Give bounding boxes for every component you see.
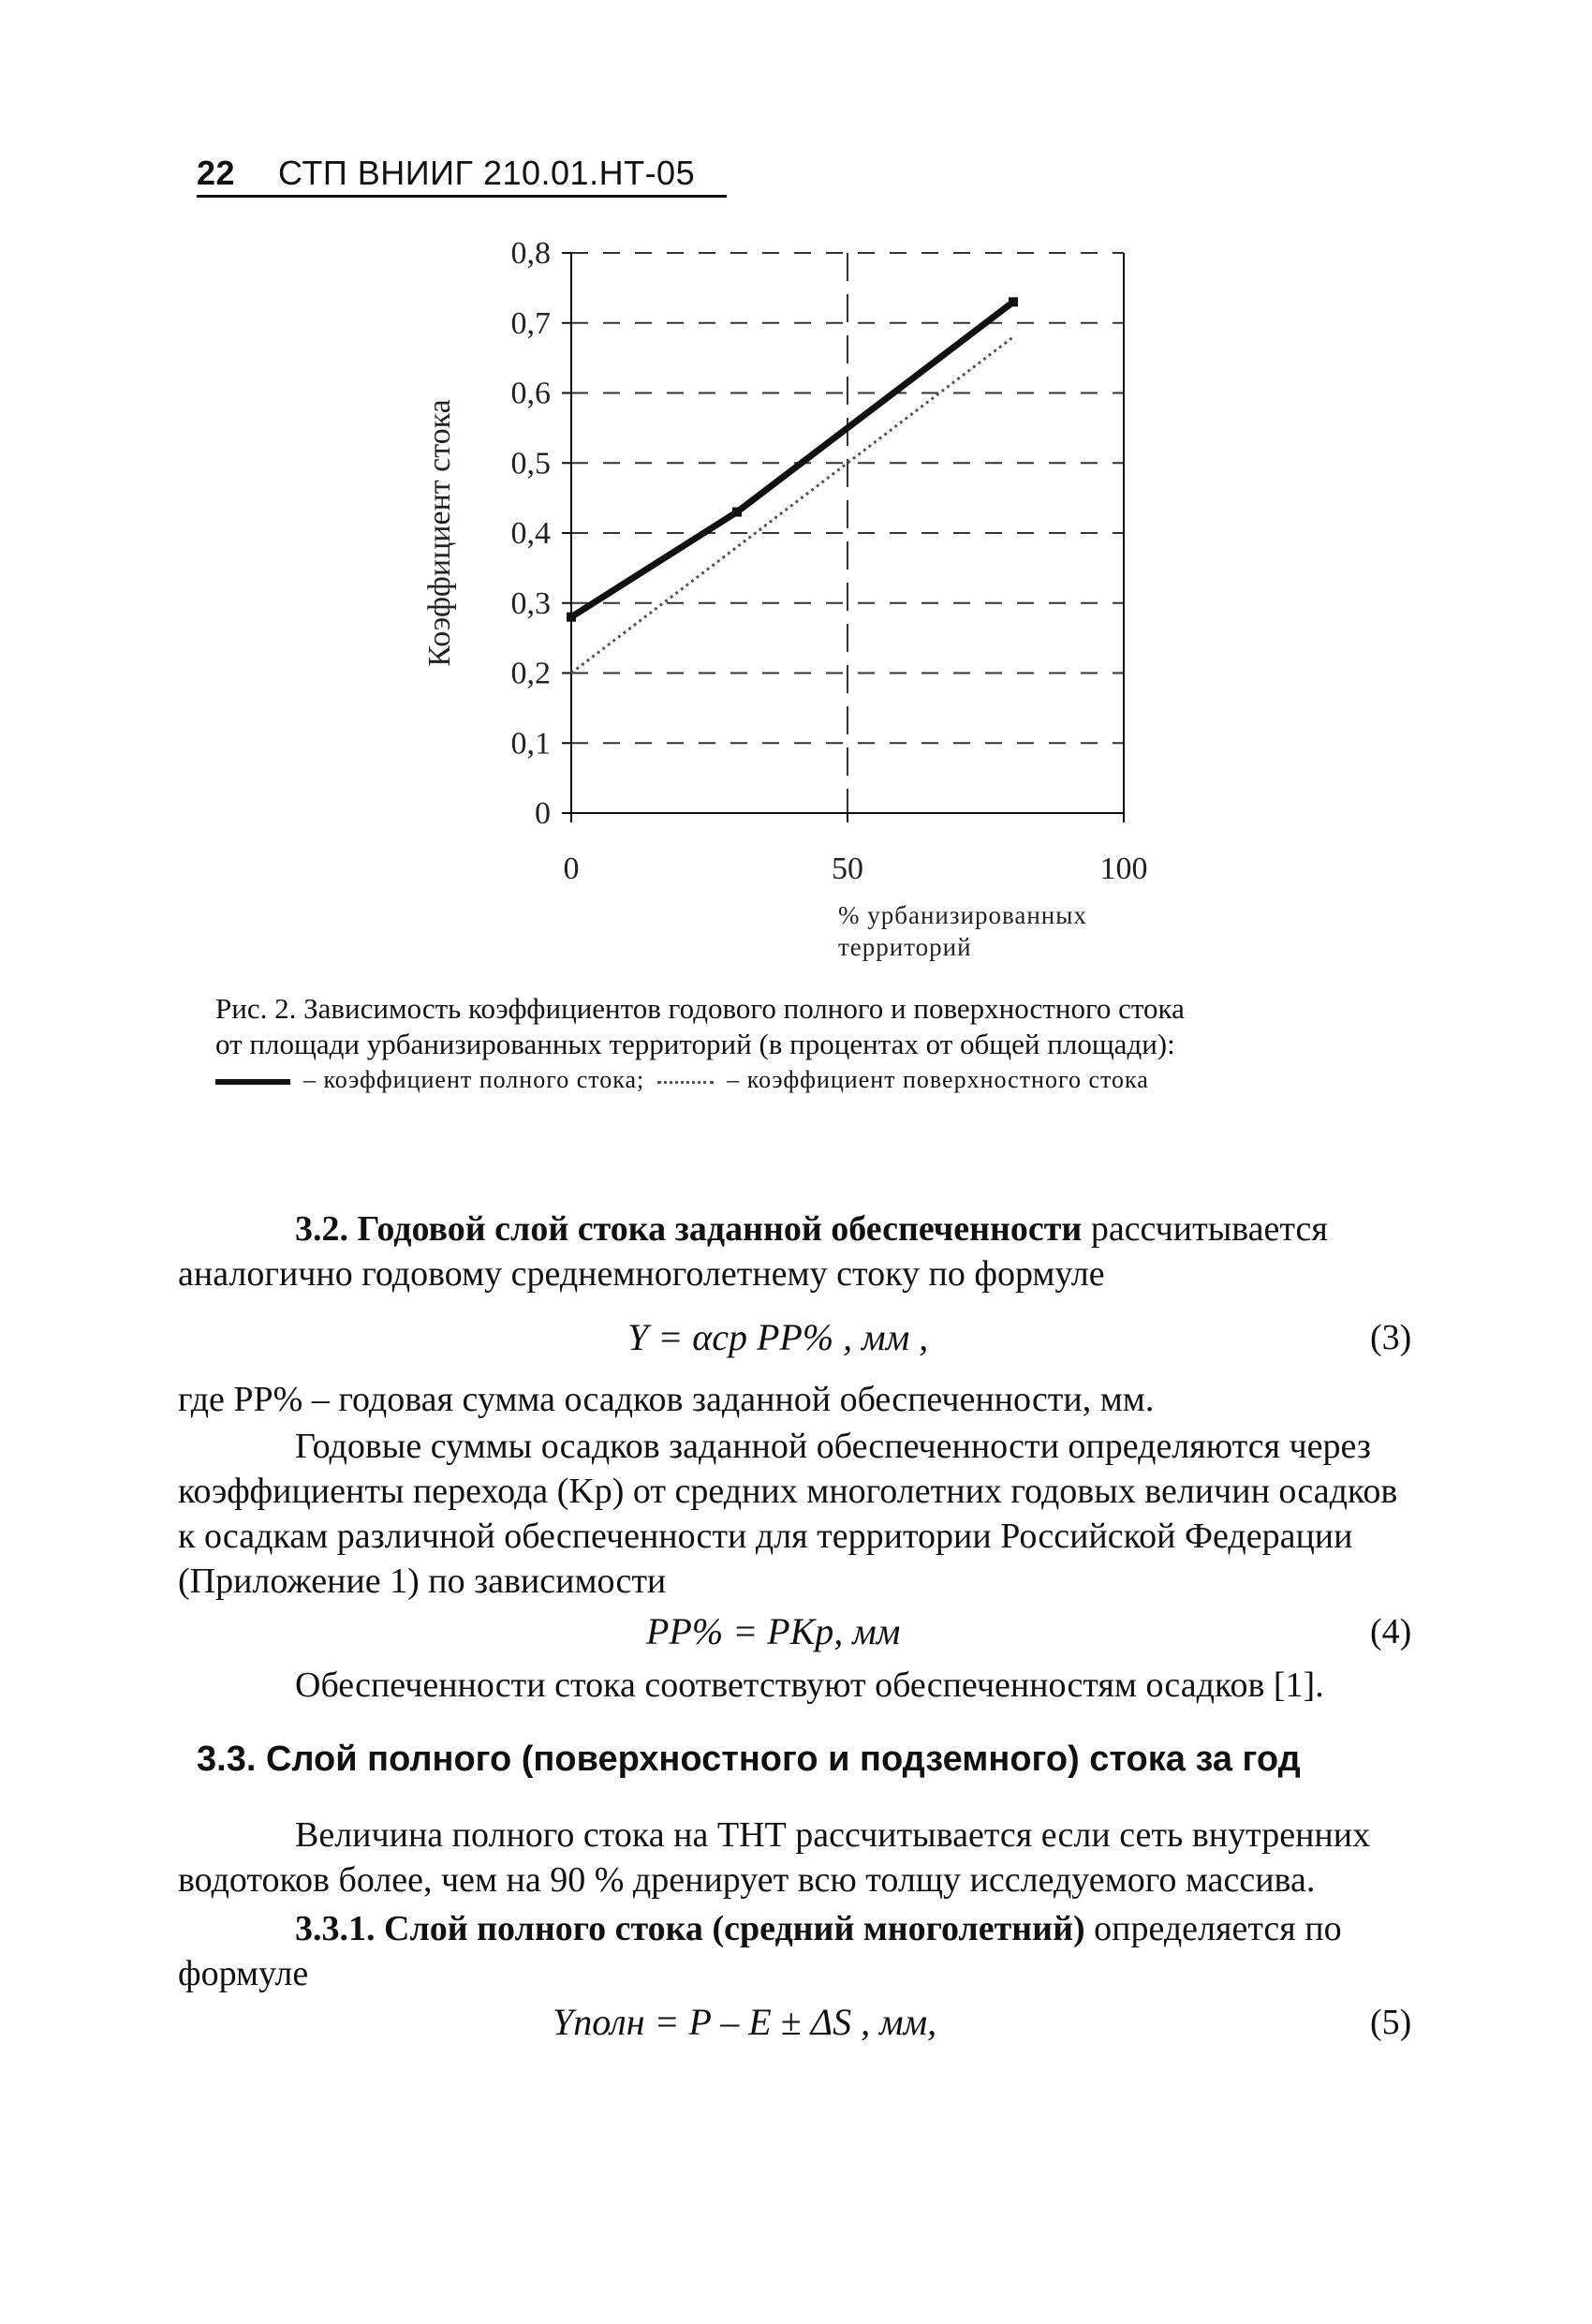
- x-axis-label-line2: территорий: [838, 933, 972, 961]
- figure-caption: [215, 991, 1377, 1098]
- runoff-coefficient-chart: [412, 215, 1180, 965]
- paragraph-tnt: Величина полного стока на ТНТ рассчитывается если сеть внутренних водотоков более, чем на 90 % дренирует всю толщу исследуемого массива.: [178, 1815, 1371, 1900]
- x-tick-label: 0: [563, 851, 580, 886]
- legend-total-runoff: – коэффициент полного стока;: [303, 1066, 645, 1093]
- y-tick-label: 0: [535, 796, 551, 831]
- series-total-runoff-point: [732, 508, 742, 517]
- series-surface-runoff-line: [571, 337, 1013, 674]
- formula-3: Y = αср PP% , мм ,: [627, 1316, 929, 1358]
- chart-series: [567, 297, 1018, 673]
- series-total-runoff-point: [567, 613, 576, 622]
- legend-dotted-line-icon: [657, 1081, 714, 1084]
- paragraph-transition-coefficients: Годовые суммы осадков заданной обеспеченности определяются через коэффициенты перехода (Kр) от средних многолетних годовых величин осадков к осадкам различной обеспеченности для территории Российской Федерации (Приложение 1) по зависимости: [178, 1427, 1398, 1601]
- paragraph-runoff-probability: Обеспеченности стока соответствуют обеспеченностям осадков [1].: [295, 1665, 1324, 1705]
- where-3: где PP% – годовая сумма осадков заданной обеспеченности, мм.: [178, 1380, 1155, 1419]
- caption-line-2: от площади урбанизированных территорий (в процентах от общей площади):: [215, 1028, 1175, 1060]
- section-3-3-1: [178, 1906, 1419, 1996]
- x-tick-label: 50: [832, 851, 863, 886]
- formula-3-number: (3): [1370, 1318, 1412, 1357]
- legend-surface-runoff: – коэффициент поверхностного стока: [727, 1066, 1149, 1093]
- chart-axes: [562, 253, 1124, 822]
- formula-5: Yполн = P – E ± ΔS , мм,: [553, 2001, 937, 2043]
- section-3-3-title: 3.3. Слой полного (поверхностного и подземного) стока за год: [197, 1739, 1301, 1779]
- y-tick-label: 0,6: [510, 376, 551, 411]
- series-total-runoff-point: [1009, 297, 1018, 306]
- formula-4: PP% = PKр, мм: [646, 1610, 901, 1652]
- x-axis-label-line1: % урбанизированных: [838, 901, 1087, 929]
- series-total-runoff-line: [571, 302, 1013, 616]
- section-3-3-1-title: 3.3.1. Слой полного стока (средний многолетний): [295, 1909, 1085, 1948]
- formula-5-number: (5): [1370, 2003, 1412, 2042]
- y-tick-label: 0,4: [510, 516, 551, 551]
- document-code: СТП ВНИИГ 210.01.НТ-05: [278, 154, 696, 192]
- y-tick-label: 0,3: [510, 585, 551, 621]
- y-tick-label: 0,5: [510, 446, 551, 481]
- section-3-3-1-text: определяется по формуле: [178, 1909, 1342, 1993]
- page-number: 22: [197, 154, 236, 192]
- section-3-2: [178, 1206, 1419, 1296]
- y-tick-label: 0,7: [510, 305, 551, 341]
- x-tick-label: 100: [1099, 851, 1148, 886]
- y-axis-label: Коэффициент стока: [422, 399, 457, 667]
- x-tick-labels: [564, 851, 1148, 886]
- legend-solid-line-icon: [215, 1079, 290, 1085]
- formula-4-number: (4): [1370, 1612, 1412, 1651]
- y-tick-label: 0,8: [510, 236, 551, 271]
- section-3-2-text: рассчитывается аналогично годовому среднемноголетнему стоку по формуле: [178, 1209, 1328, 1294]
- y-tick-label: 0,1: [510, 726, 551, 762]
- chart-grid: [571, 253, 1124, 813]
- caption-legend: [215, 1062, 1377, 1098]
- y-tick-labels: [511, 236, 552, 831]
- caption-line-1: Рис. 2. Зависимость коэффициентов годового полного и поверхностного стока: [215, 992, 1185, 1025]
- section-3-2-title: 3.2. Годовой слой стока заданной обеспеченности: [295, 1209, 1083, 1249]
- y-tick-label: 0,2: [510, 656, 551, 691]
- page-header: [197, 154, 727, 198]
